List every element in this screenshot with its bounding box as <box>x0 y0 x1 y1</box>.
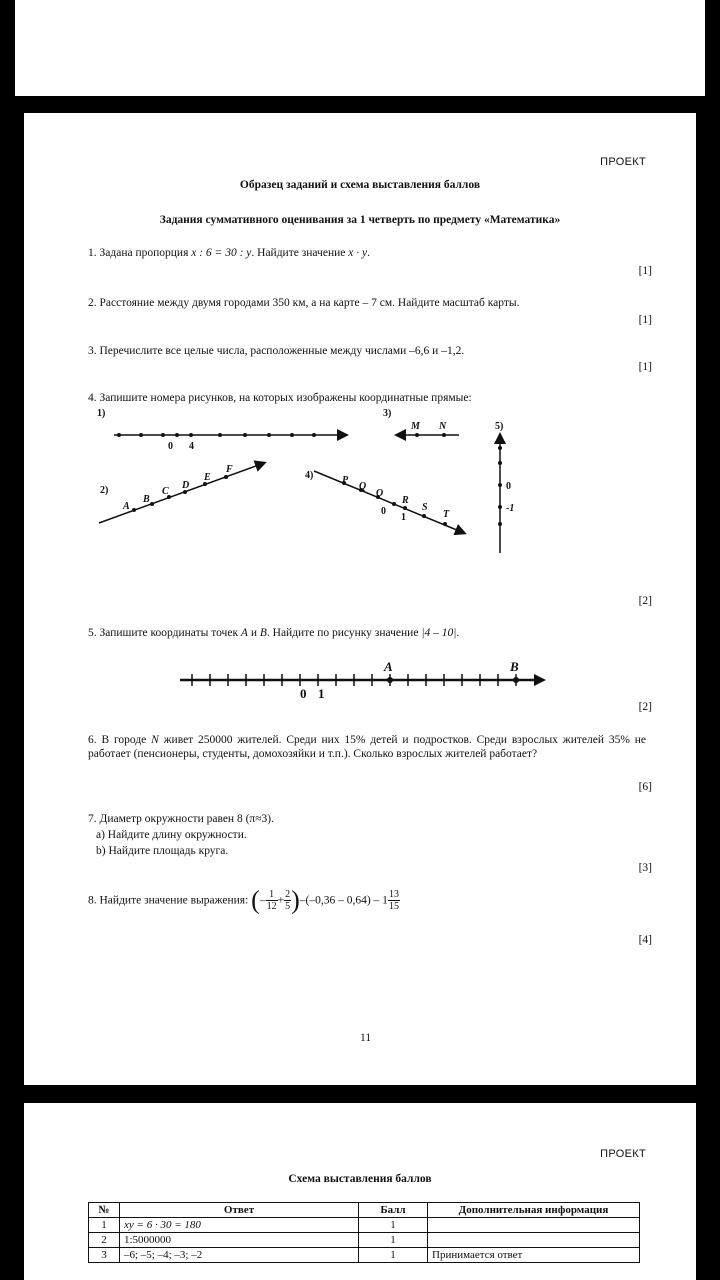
q5-point-a <box>387 677 393 683</box>
fig5-tick <box>498 446 502 450</box>
table-row: 2 1:5000000 1 <box>89 1233 640 1248</box>
col-header: Ответ <box>120 1203 359 1218</box>
fig4-point-label: Q <box>359 481 367 492</box>
fig2-point <box>150 502 154 506</box>
fig2-point-label: B <box>143 494 150 505</box>
fig2-point <box>132 508 136 512</box>
q5-point-label: A <box>384 659 393 674</box>
page-number: 11 <box>360 1032 372 1044</box>
fig1-tick <box>189 433 193 437</box>
q5-arrow <box>534 674 546 686</box>
fig5-tick <box>498 505 502 509</box>
fig4-point <box>392 502 396 506</box>
fig1-tick <box>139 433 143 437</box>
fraction-1: $\frac{1}{12}$ <box>266 889 277 912</box>
table-row: 1 xy = 6 · 30 = 180 1 <box>89 1218 640 1233</box>
q5-tick-label: 1 <box>318 686 325 701</box>
document-page-12 <box>24 1103 696 1280</box>
fig4-point-label: O <box>376 488 384 499</box>
question-6: 6. В городе N живет 250000 жителей. Среди них 15% детей и подростков. Среди взрослых жителей 35% не работает (пенсионеры, студенты, домохозяйки и т.п.). Сколько взрослых жителей работает? <box>88 734 646 760</box>
fig3-label: 3) <box>383 408 392 419</box>
fig5-tick-label: -1 <box>506 503 515 514</box>
question-7-part-b: b) Найдите площадь круга. <box>96 845 229 857</box>
question-2-mark: [1] <box>638 314 652 326</box>
fig3-point-label: M <box>411 421 420 432</box>
fig5-tick <box>498 522 502 526</box>
fig4-line <box>314 471 464 533</box>
previous-page-fragment <box>15 0 705 96</box>
question-3-mark: [1] <box>638 361 652 373</box>
document-page-11 <box>24 113 696 1085</box>
fig1-tick <box>218 433 222 437</box>
project-label-2: ПРОЕКТ <box>600 1148 646 1160</box>
question-7: 7. Диаметр окружности равен 8 (π≈3). <box>88 813 274 825</box>
question-5-mark: [2] <box>638 701 652 713</box>
fig1-tick <box>243 433 247 437</box>
q5-tick-label: 0 <box>300 686 307 701</box>
question-4-mark: [2] <box>638 595 652 607</box>
table-header-row <box>89 1203 640 1218</box>
fig2-point-label: E <box>204 472 211 483</box>
fig2-point-label: C <box>162 486 169 497</box>
col-header: Дополнительная информация <box>428 1203 640 1218</box>
fig4-point-label: R <box>402 495 409 506</box>
project-label: ПРОЕКТ <box>600 156 646 168</box>
fig2-point-label: D <box>182 480 190 491</box>
fig4-point-label: S <box>422 502 428 513</box>
fig1-tick <box>290 433 294 437</box>
q5-point-label: B <box>510 659 519 674</box>
question-8: 8. Найдите значение выражения: (– $\frac{1}{12}$ + $\frac{2}{5}$ )–(–0,36 – 0,64) – 1 $\frac{13}{15}$ <box>88 885 399 915</box>
fig2-label: 2) <box>100 485 109 496</box>
question-4: 4. Запишите номера рисунков, на которых изображены координатные прямые: <box>88 392 472 404</box>
question-4-figures <box>24 113 696 573</box>
fraction-3: $\frac{13}{15}$ <box>388 889 399 912</box>
fig5-tick <box>498 483 502 487</box>
fig4-tick-label: 1 <box>401 512 406 523</box>
table-row: 3 –6; –5; –4; –3; –2 1 Принимается ответ <box>89 1248 640 1263</box>
fig4-point <box>422 514 426 518</box>
fig4-point <box>443 522 447 526</box>
fig3-point <box>415 433 419 437</box>
fig1-tick <box>312 433 316 437</box>
fig5-label: 5) <box>495 421 504 432</box>
fig4-label: 4) <box>305 470 314 481</box>
question-3: 3. Перечислите все целые числа, расположенные между числами –6,6 и –1,2. <box>88 345 465 357</box>
fig4-point-label: P <box>342 475 349 486</box>
fig4-point <box>403 506 407 510</box>
scoring-table <box>88 1202 640 1263</box>
fraction-2: $\frac{2}{5}$ <box>285 889 291 912</box>
q5-point-b <box>513 677 519 683</box>
fig1-tick-label: 4 <box>189 441 194 452</box>
question-7-part-a: a) Найдите длину окружности. <box>96 829 247 841</box>
fig1-label: 1) <box>97 408 106 419</box>
page-title: Образец заданий и схема выставления баллов <box>239 179 481 191</box>
fig2-point-label: F <box>226 464 233 475</box>
scheme-title: Схема выставления баллов <box>288 1173 432 1185</box>
fig2-point-label: A <box>123 501 130 512</box>
question-1-mark: [1] <box>638 265 652 277</box>
fig4-tick-label: 0 <box>381 506 386 517</box>
fig5-tick-label: 0 <box>506 481 511 492</box>
fig1-tick <box>117 433 121 437</box>
page-subtitle: Задания суммативного оценивания за 1 четверть по предмету «Математика» <box>159 214 561 226</box>
fig2-point <box>224 475 228 479</box>
question-5-number-line <box>174 656 554 706</box>
fig3-point <box>442 433 446 437</box>
question-8-mark: [4] <box>638 934 652 946</box>
fig1-tick <box>175 433 179 437</box>
question-6-mark: [6] <box>638 781 652 793</box>
fig5-tick <box>498 461 502 465</box>
fig4-point-label: T <box>443 509 450 520</box>
fig2-line <box>99 463 264 523</box>
question-2: 2. Расстояние между двумя городами 350 км, а на карте – 7 см. Найдите масштаб карты. <box>88 297 520 309</box>
fig1-tick-label: 0 <box>168 441 173 452</box>
col-header: № <box>89 1203 120 1218</box>
col-header: Балл <box>359 1203 428 1218</box>
fig1-tick <box>267 433 271 437</box>
fig1-tick <box>161 433 165 437</box>
question-1: 1. Задана пропорция x : 6 = 30 : y. Найдите значение x · y. <box>88 247 370 259</box>
question-5: 5. Запишите координаты точек A и B. Найдите по рисунку значение |4 – 10|. <box>88 627 460 639</box>
fig3-point-label: N <box>439 421 447 432</box>
question-7-mark: [3] <box>638 862 652 874</box>
